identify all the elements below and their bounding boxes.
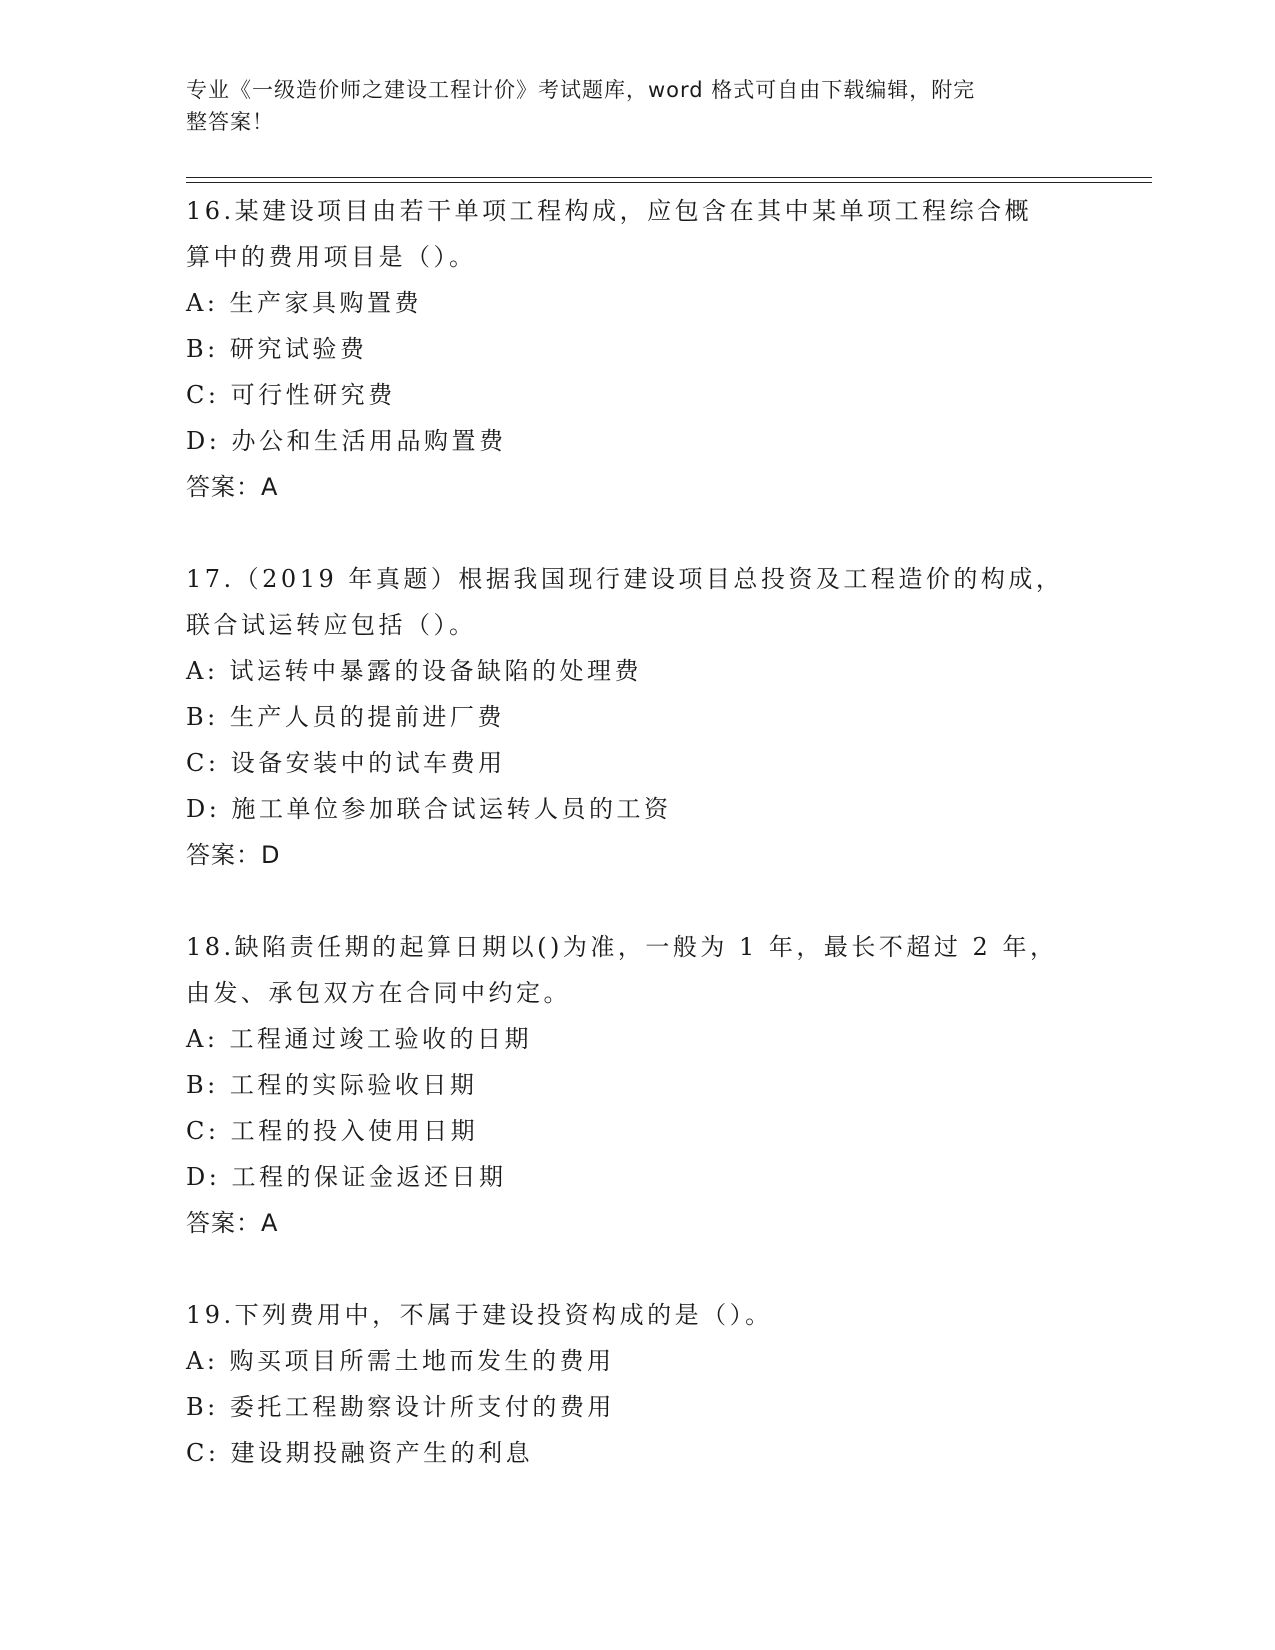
- answer: 答案：D: [186, 841, 281, 869]
- option-b: B: 生产人员的提前进厂费: [186, 703, 505, 731]
- option-d: D: 施工单位参加联合试运转人员的工资: [186, 795, 672, 823]
- question-stem: 16.某建设项目由若干单项工程构成，应包含在其中某单项工程综合概: [186, 197, 1033, 225]
- question-stem-continued: 算中的费用项目是（）。: [186, 243, 477, 271]
- option-c: C: 可行性研究费: [186, 381, 396, 409]
- question-16: [186, 188, 1086, 510]
- option-a: A: 生产家具购置费: [186, 289, 423, 317]
- option-b: B: 研究试验费: [186, 335, 368, 363]
- question-stem: 19.下列费用中，不属于建设投资构成的是（）。: [186, 1301, 773, 1329]
- question-stem-continued: 联合试运转应包括（）。: [186, 611, 477, 639]
- question-list: [186, 188, 1086, 1522]
- option-c: C: 建设期投融资产生的利息: [186, 1439, 534, 1467]
- question-18: [186, 924, 1086, 1246]
- option-d: D: 工程的保证金返还日期: [186, 1163, 507, 1191]
- option-b: B: 委托工程勘察设计所支付的费用: [186, 1393, 615, 1421]
- question-stem: 18.缺陷责任期的起算日期以()为准，一般为 1 年，最长不超过 2 年，: [186, 933, 1058, 961]
- question-stem-continued: 由发、承包双方在合同中约定。: [186, 979, 571, 1007]
- question-19: [186, 1292, 1086, 1476]
- question-stem: 17.（2019 年真题）根据我国现行建设项目总投资及工程造价的构成，: [186, 565, 1064, 593]
- header-divider-bottom: [186, 182, 1152, 183]
- option-a: A: 购买项目所需土地而发生的费用: [186, 1347, 615, 1375]
- option-c: C: 工程的投入使用日期: [186, 1117, 479, 1145]
- intro-line-1: 专业《一级造价师之建设工程计价》考试题库，word 格式可自由下载编辑，附完: [186, 78, 976, 102]
- question-17: [186, 556, 1086, 878]
- document-intro: [186, 74, 1066, 138]
- answer: 答案：A: [186, 1209, 279, 1237]
- intro-line-2: 整答案！: [186, 110, 274, 134]
- option-a: A: 试运转中暴露的设备缺陷的处理费: [186, 657, 643, 685]
- header-divider-top: [186, 177, 1152, 178]
- option-d: D: 办公和生活用品购置费: [186, 427, 507, 455]
- option-a: A: 工程通过竣工验收的日期: [186, 1025, 533, 1053]
- answer: 答案：A: [186, 473, 279, 501]
- option-b: B: 工程的实际验收日期: [186, 1071, 478, 1099]
- option-c: C: 设备安装中的试车费用: [186, 749, 506, 777]
